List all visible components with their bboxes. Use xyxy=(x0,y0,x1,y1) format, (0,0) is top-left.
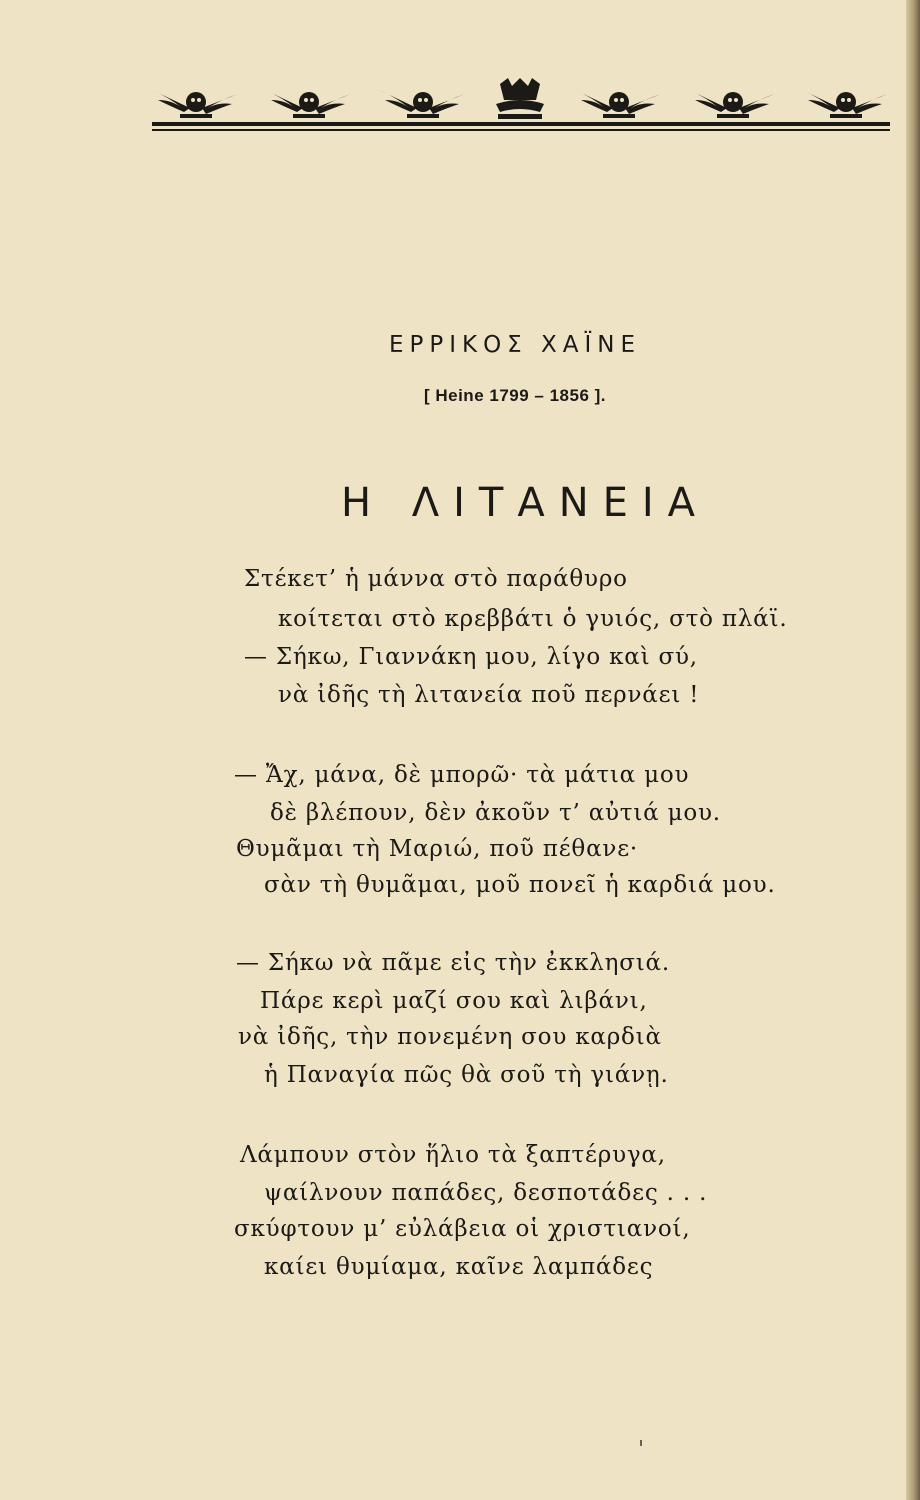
page-edge xyxy=(906,0,920,1500)
poem-line: νὰ ἰδῆς, τὴν πονεμένη σου καρδιὰ xyxy=(238,1024,662,1050)
poem-title: Η ΛΙΤΑΝΕΙΑ xyxy=(340,480,710,526)
header-ornament-band xyxy=(150,72,890,122)
poem-line: Πάρε κερὶ μαζί σου καὶ λιβάνι, xyxy=(260,988,648,1014)
winged-cherub-icon xyxy=(687,78,777,122)
poem-line: σκύφτουν μ’ εὐλάβεια οἱ χριστιανοί, xyxy=(234,1216,691,1242)
poem-line: ἡ Παναγία πῶς θὰ σοῦ τὴ γιάνῃ. xyxy=(264,1062,669,1088)
poem-line: ψαίλνουν παπάδες, δεσποτάδες . . . xyxy=(264,1180,708,1206)
winged-cherub-icon xyxy=(800,78,890,122)
author-name: ΕΡΡΙΚΟΣ ΧΑΪΝΕ xyxy=(388,332,642,358)
header-rule-thick xyxy=(152,122,890,126)
poem-line: Λάμπουν στὸν ἥλιο τὰ ξαπτέρυγα, xyxy=(240,1142,666,1168)
paper-speck xyxy=(640,1440,642,1446)
poem-line: — Σήκω νὰ πᾶμε εἰς τὴν ἐκκλησιά. xyxy=(236,950,670,976)
poem-line: Θυμᾶμαι τὴ Μαριώ, ποῦ πέθανε· xyxy=(236,836,639,862)
poem-line: νὰ ἰδῆς τὴ λιτανεία ποῦ περνάει ! xyxy=(278,682,700,708)
poem-line: Στέκετ’ ἡ μάννα στὸ παράθυρο xyxy=(244,566,628,592)
crest-icon xyxy=(490,76,550,122)
winged-cherub-icon xyxy=(573,78,663,122)
poem-line: — Ἄχ, μάνα, δὲ μπορῶ· τὰ μάτια μου xyxy=(234,762,690,788)
poem-line: σὰν τὴ θυμᾶμαι, μοῦ πονεῖ ἡ καρδιά μου. xyxy=(264,872,776,898)
poem-line: καίει θυμίαμα, καῖνε λαμπάδες xyxy=(264,1254,654,1280)
winged-cherub-icon xyxy=(150,78,240,122)
poem-line: δὲ βλέπουν, δὲν ἀκοῦν τ’ αὐτιά μου. xyxy=(270,800,721,826)
poem-line: — Σήκω, Γιαννάκη μου, λίγο καὶ σύ, xyxy=(244,644,698,670)
poem-line: κοίτεται στὸ κρεββάτι ὁ γυιός, στὸ πλάϊ. xyxy=(278,606,788,632)
header-rule-thin xyxy=(152,129,890,131)
winged-cherub-icon xyxy=(377,78,467,122)
author-dates: [ Heine 1799 – 1856 ]. xyxy=(423,386,607,405)
winged-cherub-icon xyxy=(263,78,353,122)
